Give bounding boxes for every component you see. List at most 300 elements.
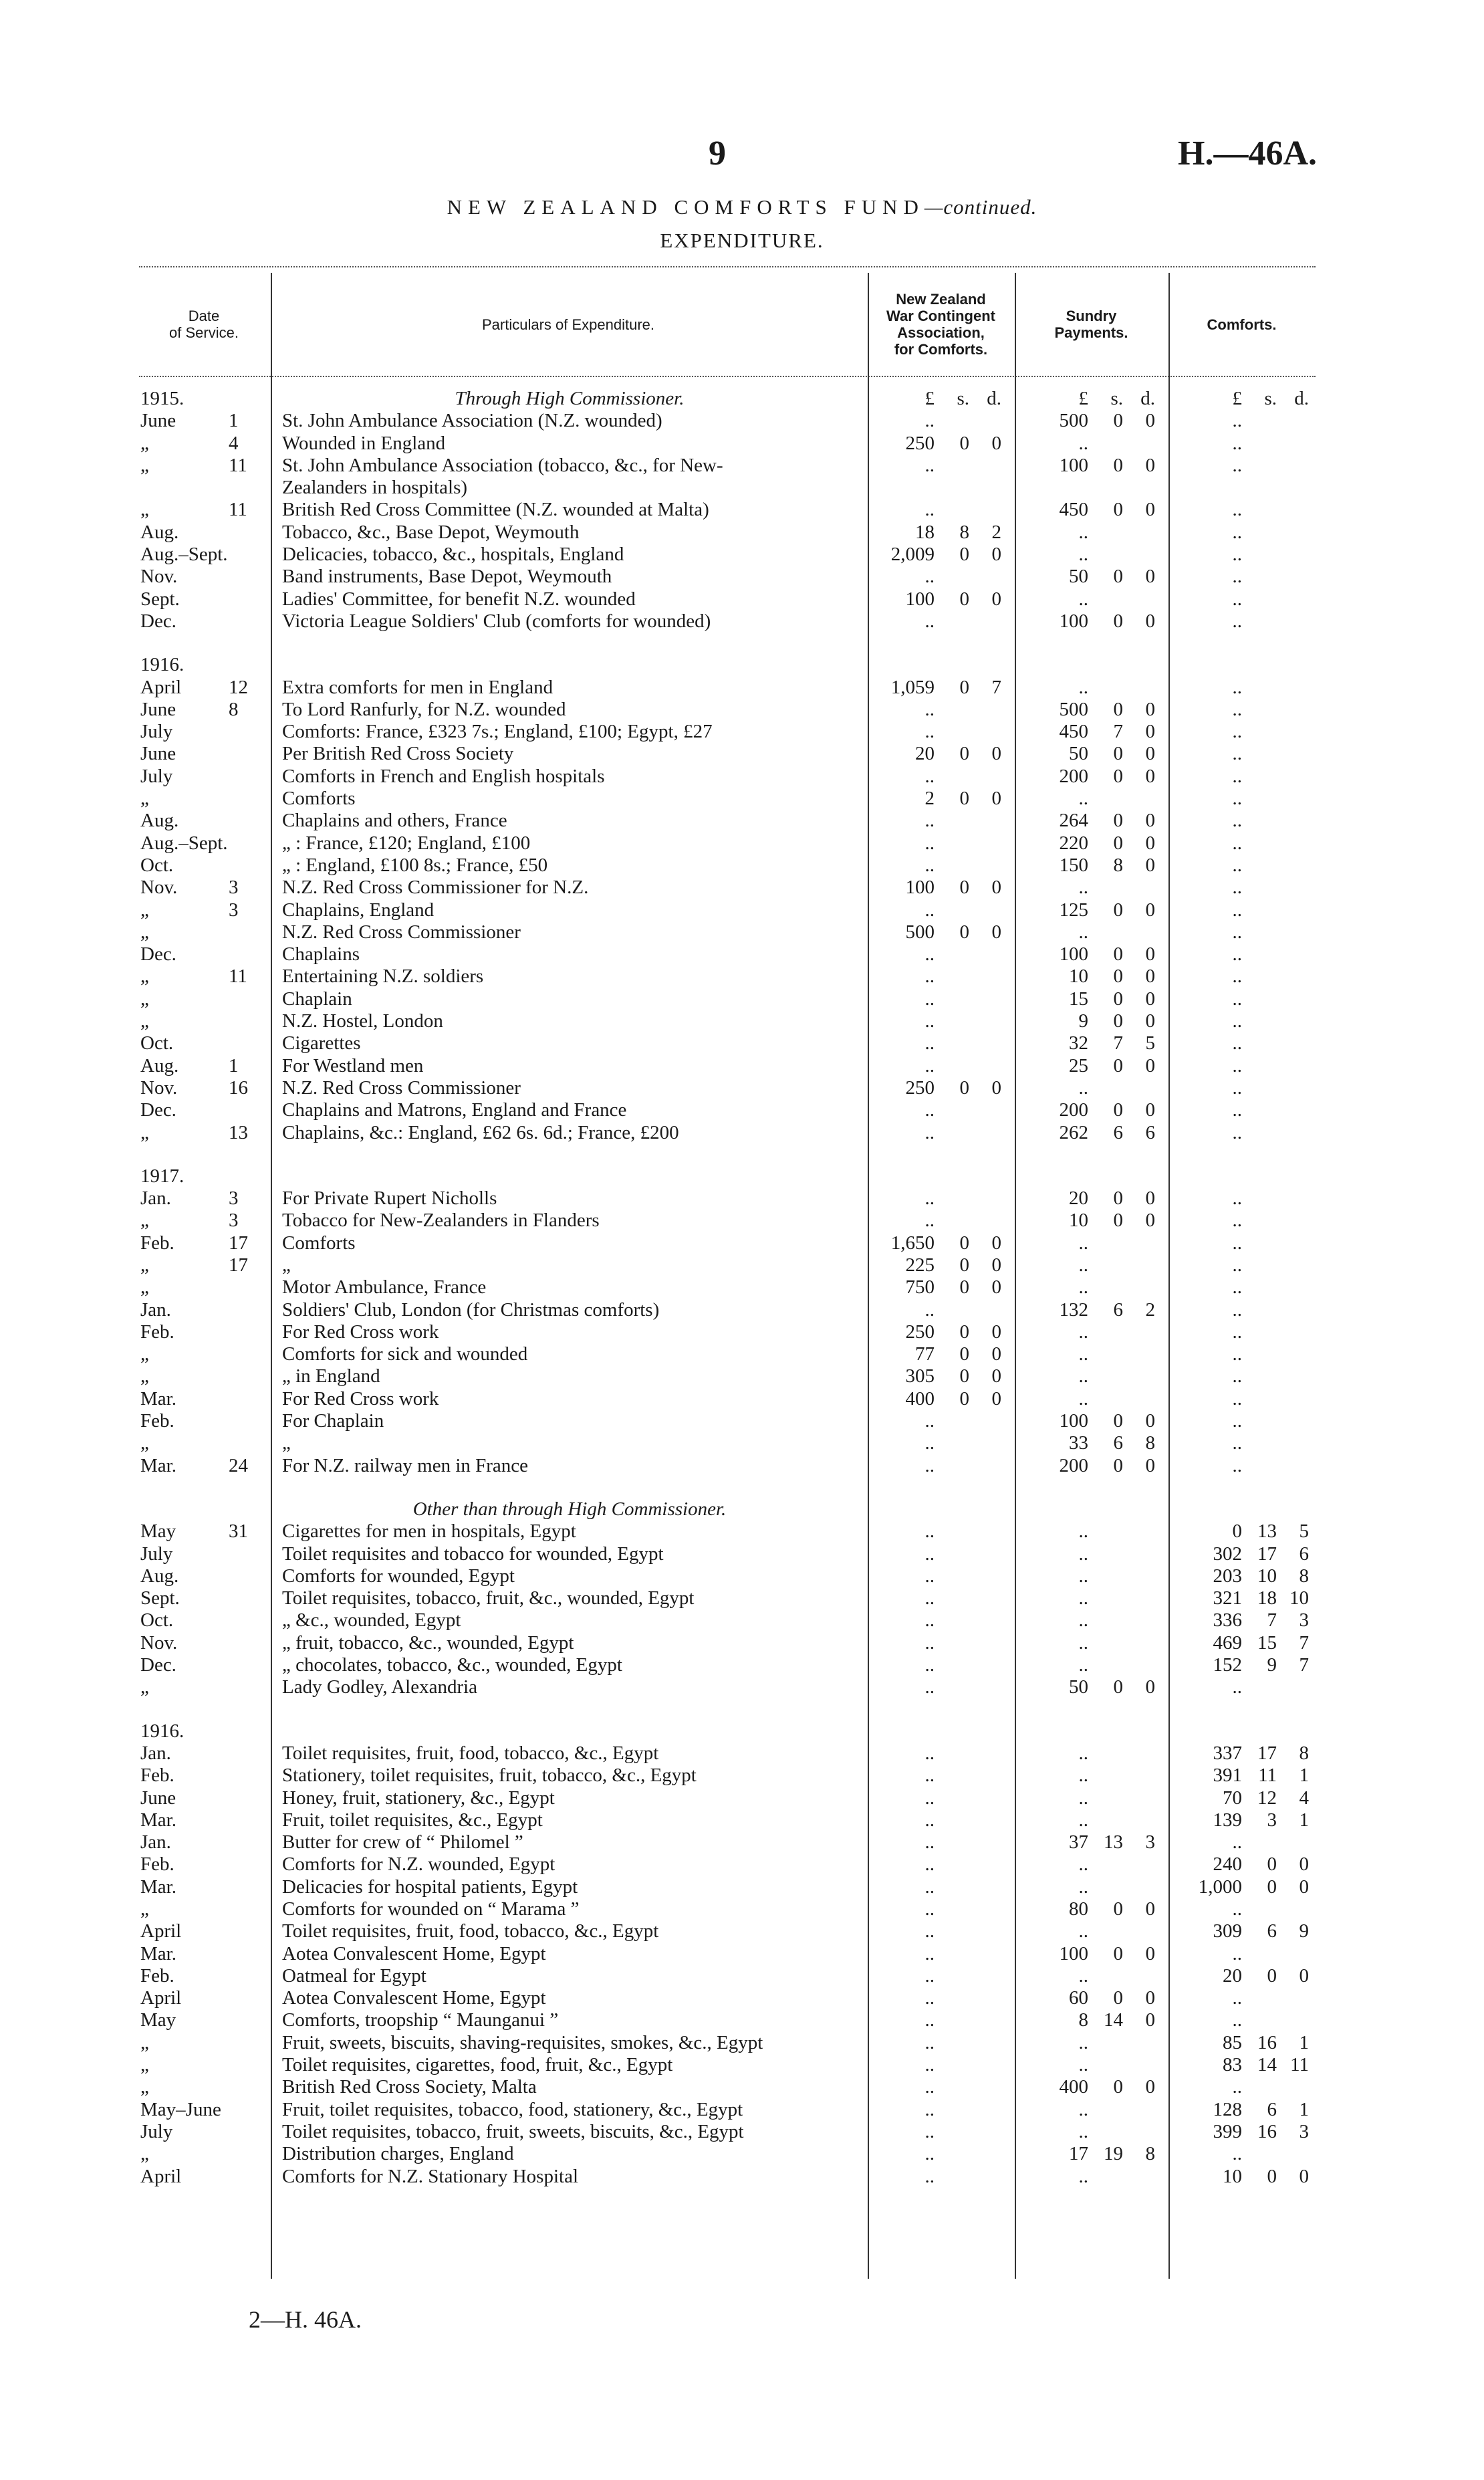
date-cell: Aug.–Sept. [140, 544, 228, 566]
pence-value: 0 [1145, 1010, 1155, 1032]
date-cell: „ [140, 899, 149, 921]
pence-value [1277, 1898, 1309, 1920]
pounds-value: .. [1078, 1765, 1088, 1787]
pence-value [969, 1055, 1001, 1077]
shillings-value: 8 [1113, 854, 1123, 876]
date-cell: April [140, 1987, 182, 2009]
comforts-amount [1177, 1676, 1314, 1698]
pounds-value: 100 [905, 588, 935, 610]
table-row [0, 1987, 1484, 2009]
shillings-value [1242, 743, 1277, 765]
pounds-value: 17 [1069, 2143, 1088, 2165]
date-cell: June [140, 743, 176, 765]
nz-association-amount [869, 522, 1009, 544]
table-row [0, 1676, 1484, 1698]
pence-value [1277, 899, 1309, 921]
shillings-value [935, 1609, 969, 1631]
particulars-cell: Comforts for wounded, Egypt [282, 1565, 515, 1587]
particulars-cell: Motor Ambulance, France [282, 1276, 487, 1299]
shillings-value [1088, 788, 1123, 810]
pounds-value: £ [1232, 388, 1242, 409]
pounds-value: 200 [1059, 1099, 1088, 1121]
pounds-value: 250 [905, 1077, 935, 1099]
date-cell: April [140, 2165, 182, 2187]
pence-value [1277, 877, 1309, 899]
pounds-value: .. [924, 2031, 935, 2053]
pence-value [969, 410, 1001, 432]
nz-association-amount [869, 1676, 1009, 1698]
pence-value: 3 [1299, 1609, 1309, 1631]
table-row [0, 544, 1484, 566]
nz-association-amount [869, 1831, 1009, 1853]
pence-value: 6 [1299, 1543, 1309, 1565]
shillings-value [1242, 1987, 1277, 2009]
pounds-value: .. [924, 698, 935, 720]
pounds-value: .. [1232, 2009, 1242, 2031]
pence-value [969, 1876, 1001, 1898]
pence-value: 2 [1145, 1299, 1155, 1321]
pounds-value: 336 [1213, 1609, 1242, 1631]
table-row [0, 433, 1484, 455]
pounds-value: 0 [1232, 1520, 1242, 1543]
pounds-value: .. [1232, 810, 1242, 832]
pence-value [969, 2009, 1001, 2031]
nz-association-amount [869, 1055, 1009, 1077]
pounds-value: .. [924, 499, 935, 521]
pence-value [1123, 1632, 1155, 1654]
sundry-payment-amount [1023, 1543, 1156, 1565]
nz-association-amount [869, 766, 1009, 788]
shillings-value [1242, 832, 1277, 855]
shillings-value [1242, 788, 1277, 810]
pence-value [1277, 1122, 1309, 1144]
pounds-value: .. [1078, 1543, 1088, 1565]
shillings-value [1088, 1543, 1123, 1565]
shillings-value [1088, 588, 1123, 610]
pounds-value: .. [1078, 1631, 1088, 1654]
pence-value [969, 1455, 1001, 1477]
comforts-amount [1177, 455, 1314, 477]
shillings-value [1242, 2076, 1277, 2098]
table-row [0, 1010, 1484, 1032]
pounds-value: .. [1232, 544, 1242, 566]
pounds-value: .. [1078, 1809, 1088, 1831]
pence-value [1277, 1077, 1309, 1099]
comforts-amount [1177, 1742, 1314, 1765]
pounds-value: 469 [1213, 1631, 1242, 1654]
pence-value [1123, 1787, 1155, 1809]
table-row [0, 1077, 1484, 1099]
nz-association-amount [869, 544, 1009, 566]
sundry-payment-amount [1023, 810, 1156, 832]
shillings-value [1088, 2032, 1123, 2054]
pence-value [969, 1742, 1001, 1765]
table-row [0, 2076, 1484, 2098]
pounds-value: 70 [1223, 1787, 1242, 1809]
comforts-amount [1177, 1299, 1314, 1321]
pence-value [969, 1920, 1001, 1942]
shillings-value: 0 [1113, 832, 1123, 854]
shillings-value: 0 [1113, 1454, 1123, 1476]
table-row [0, 455, 1484, 477]
nz-association-amount [869, 1099, 1009, 1121]
nz-association-amount [869, 1365, 1009, 1387]
pounds-value: 32 [1069, 1032, 1088, 1054]
pence-value [1277, 610, 1309, 633]
nz-association-amount [869, 1587, 1009, 1609]
date-cell: „ [140, 2076, 149, 2098]
pence-value [969, 943, 1001, 966]
table-row [0, 1632, 1484, 1654]
pence-value: 1 [1299, 2031, 1309, 2053]
pence-value [1277, 1055, 1309, 1077]
sundry-payment-amount [1023, 1587, 1156, 1609]
comforts-amount [1177, 1831, 1314, 1853]
pence-value: 0 [991, 544, 1001, 566]
pence-value: 0 [1145, 743, 1155, 765]
particulars-cell: N.Z. Red Cross Commissioner for N.Z. [282, 877, 589, 899]
date-cell: June [140, 1787, 176, 1809]
nz-association-amount [869, 1455, 1009, 1477]
nz-association-amount [869, 388, 1009, 410]
comforts-amount [1177, 855, 1314, 877]
comforts-amount [1177, 966, 1314, 988]
pence-value: d. [1140, 388, 1155, 409]
shillings-value [1242, 433, 1277, 455]
pence-value [1277, 943, 1309, 966]
pounds-value: .. [924, 2165, 935, 2187]
particulars-cell: Lady Godley, Alexandria [282, 1676, 478, 1698]
pence-value: 3 [1145, 1831, 1155, 1853]
particulars-cell: Comforts for N.Z. wounded, Egypt [282, 1853, 555, 1876]
particulars-cell: Fruit, toilet requisites, &c., Egypt [282, 1809, 543, 1831]
pounds-value: .. [1078, 1742, 1088, 1764]
comforts-amount [1177, 1321, 1314, 1343]
table-row [0, 2009, 1484, 2031]
pounds-value: .. [1078, 676, 1088, 698]
sundry-payment-amount [1023, 1276, 1156, 1299]
comforts-amount [1177, 1632, 1314, 1654]
nz-association-amount [869, 1876, 1009, 1898]
date-cell: „ [140, 2031, 149, 2053]
pounds-value: 200 [1059, 1454, 1088, 1476]
shillings-value [1088, 1742, 1123, 1765]
particulars-cell: Fruit, toilet requisites, tobacco, food, stationery, &c., Egypt [282, 2098, 743, 2120]
nz-association-amount [869, 1343, 1009, 1365]
pence-value: 0 [1299, 1964, 1309, 1987]
particulars-cell: Aotea Convalescent Home, Egypt [282, 1987, 546, 2009]
shillings-value [1088, 1077, 1123, 1099]
table-row [0, 877, 1484, 899]
shillings-value [935, 455, 969, 477]
pounds-value: .. [1078, 1787, 1088, 1809]
nz-association-amount [869, 610, 1009, 633]
table-row [0, 1410, 1484, 1432]
shillings-value [935, 1210, 969, 1232]
date-cell: „ [140, 966, 149, 988]
pounds-value: 1,059 [890, 676, 935, 698]
nz-association-amount [869, 2166, 1009, 2188]
pounds-value: .. [1232, 1676, 1242, 1698]
shillings-value: 0 [959, 676, 969, 698]
pence-value [969, 1010, 1001, 1032]
comforts-amount [1177, 1410, 1314, 1432]
particulars-cell: Entertaining N.Z. soldiers [282, 966, 484, 988]
pounds-value: 150 [1059, 854, 1088, 876]
shillings-value [935, 1920, 969, 1942]
sundry-payment-amount [1023, 433, 1156, 455]
pounds-value: 15 [1069, 988, 1088, 1010]
shillings-value [935, 1676, 969, 1698]
table-row [0, 1276, 1484, 1299]
particulars-cell: „ : France, £120; England, £100 [282, 832, 531, 854]
pounds-value: .. [1232, 1942, 1242, 1964]
table-row [0, 1520, 1484, 1543]
date-cell: „ [140, 2054, 149, 2076]
date-cell: 1915. [140, 388, 184, 409]
shillings-value [1242, 588, 1277, 610]
sundry-payment-amount [1023, 1299, 1156, 1321]
shillings-value [1088, 1276, 1123, 1299]
pounds-value: .. [1078, 1343, 1088, 1365]
sundry-payment-amount [1023, 966, 1156, 988]
pence-value: 0 [1145, 2076, 1155, 2098]
pence-value [1277, 1831, 1309, 1853]
header-particulars: Particulars of Expenditure. [481, 316, 655, 333]
day-cell: 12 [229, 676, 248, 698]
nz-association-amount [869, 1987, 1009, 2009]
table-row [0, 1787, 1484, 1809]
sundry-payment-amount [1023, 921, 1156, 943]
date-cell: Mar. [140, 1387, 176, 1410]
day-cell: 16 [229, 1077, 248, 1099]
pence-value [1277, 1276, 1309, 1299]
shillings-value: 10 [1257, 1565, 1277, 1587]
shillings-value [1088, 2166, 1123, 2188]
pence-value [1277, 566, 1309, 588]
particulars-cell: Aotea Convalescent Home, Egypt [282, 1942, 546, 1964]
comforts-amount [1177, 988, 1314, 1010]
pence-value: 0 [1145, 566, 1155, 588]
shillings-value: 0 [1113, 1676, 1123, 1698]
pounds-value: .. [1078, 1520, 1088, 1543]
shillings-value [935, 499, 969, 521]
date-cell: „ [140, 788, 149, 810]
shillings-value [1242, 721, 1277, 743]
sundry-payment-amount [1023, 1343, 1156, 1365]
date-cell: Feb. [140, 1853, 174, 1876]
sundry-payment-amount [1023, 766, 1156, 788]
pounds-value: 321 [1213, 1587, 1242, 1609]
shillings-value [1242, 1432, 1277, 1454]
pounds-value: 83 [1223, 2054, 1242, 2076]
shillings-value [935, 1765, 969, 1787]
pounds-value: .. [924, 566, 935, 588]
pence-value [969, 1543, 1001, 1565]
pence-value: 0 [1299, 2165, 1309, 2187]
pounds-value: .. [924, 810, 935, 832]
comforts-amount [1177, 1965, 1314, 1987]
pence-value: 0 [1145, 832, 1155, 854]
particulars-cell: For N.Z. railway men in France [282, 1454, 529, 1476]
nz-association-amount [869, 1188, 1009, 1210]
shillings-value [1242, 410, 1277, 432]
pence-value: 0 [1145, 1210, 1155, 1232]
pounds-value: .. [924, 1565, 935, 1587]
pounds-value: 337 [1213, 1742, 1242, 1764]
day-cell: 3 [229, 877, 239, 899]
sundry-payment-amount [1023, 2032, 1156, 2054]
comforts-amount [1177, 921, 1314, 943]
date-cell: Mar. [140, 1809, 176, 1831]
particulars-cell: „ [282, 1254, 291, 1276]
pence-value: 0 [1145, 410, 1155, 432]
nz-association-amount [869, 1543, 1009, 1565]
pounds-value: .. [1232, 454, 1242, 476]
shillings-value [1088, 2099, 1123, 2121]
sundry-payment-amount [1023, 1254, 1156, 1276]
pence-value [969, 855, 1001, 877]
table-row [0, 388, 1484, 410]
sundry-payment-amount [1023, 677, 1156, 699]
comforts-amount [1177, 1055, 1314, 1077]
header-comforts: Comforts. [1207, 316, 1277, 333]
spacer-row [0, 1699, 1484, 1720]
shillings-value [1242, 1254, 1277, 1276]
pence-value: 0 [1145, 765, 1155, 787]
shillings-value [935, 1943, 969, 1965]
comforts-amount [1177, 1343, 1314, 1365]
nz-association-amount [869, 1321, 1009, 1343]
day-cell: 11 [229, 499, 247, 521]
date-cell: Nov. [140, 566, 178, 588]
pence-value [1277, 788, 1309, 810]
pounds-value: .. [1232, 765, 1242, 787]
nz-association-amount [869, 1232, 1009, 1254]
shillings-value [935, 1299, 969, 1321]
table-row [0, 1654, 1484, 1676]
pounds-value: .. [924, 1520, 935, 1543]
shillings-value [1242, 544, 1277, 566]
table-row [0, 2121, 1484, 2143]
pounds-value: .. [924, 1742, 935, 1764]
pounds-value: .. [924, 1010, 935, 1032]
table-row [0, 522, 1484, 544]
pounds-value: .. [924, 1787, 935, 1809]
nz-association-amount [869, 1276, 1009, 1299]
shillings-value [1242, 1276, 1277, 1299]
day-cell: 17 [229, 1232, 248, 1254]
comforts-amount [1177, 877, 1314, 899]
comforts-amount [1177, 1565, 1314, 1587]
shillings-value: 0 [1113, 966, 1123, 988]
pence-value [1123, 1920, 1155, 1942]
date-cell: Mar. [140, 1454, 176, 1476]
pounds-value: .. [924, 1676, 935, 1698]
table-row [0, 721, 1484, 743]
shillings-value: 0 [959, 1387, 969, 1410]
particulars-cell: British Red Cross Society, Malta [282, 2076, 537, 2098]
shillings-value [1088, 677, 1123, 699]
particulars-cell: Toilet requisites, tobacco, fruit, sweets, biscuits, &c., Egypt [282, 2120, 744, 2142]
shillings-value [1242, 921, 1277, 943]
particulars-cell: Band instruments, Base Depot, Weymouth [282, 566, 612, 588]
pence-value: 0 [1145, 988, 1155, 1010]
pounds-value: .. [1078, 1587, 1088, 1609]
particulars-cell: N.Z. Hostel, London [282, 1010, 443, 1032]
pence-value [1277, 1032, 1309, 1054]
pence-value: 0 [1145, 943, 1155, 966]
pence-value [1123, 1365, 1155, 1387]
particulars-cell: Cigarettes [282, 1032, 361, 1054]
pence-value [969, 1299, 1001, 1321]
shillings-value: 0 [959, 1321, 969, 1343]
pounds-value: 250 [905, 1321, 935, 1343]
pounds-value: 200 [1059, 765, 1088, 787]
pounds-value: .. [924, 943, 935, 966]
pounds-value: 100 [1059, 454, 1088, 476]
pounds-value: .. [1232, 966, 1242, 988]
particulars-cell: For Red Cross work [282, 1387, 439, 1410]
sundry-payment-amount [1023, 1010, 1156, 1032]
pence-value: 0 [1145, 1054, 1155, 1077]
table-row [0, 1165, 1484, 1188]
pence-value [969, 1210, 1001, 1232]
pence-value [969, 1965, 1001, 1987]
shillings-value [935, 1987, 969, 2009]
date-cell: Mar. [140, 1942, 176, 1964]
pence-value [1123, 1388, 1155, 1410]
comforts-amount [1177, 1099, 1314, 1121]
pounds-value: .. [1078, 1654, 1088, 1676]
pounds-value: .. [1232, 588, 1242, 610]
pounds-value: 125 [1059, 899, 1088, 921]
shillings-value: 0 [1113, 899, 1123, 921]
pounds-value: 100 [1059, 943, 1088, 966]
pounds-value: .. [924, 1831, 935, 1853]
nz-association-amount [869, 410, 1009, 432]
pence-value: 0 [991, 1387, 1001, 1410]
date-cell: June [140, 698, 176, 720]
pence-value: 7 [1299, 1654, 1309, 1676]
table-row [0, 1188, 1484, 1210]
pounds-value: .. [1232, 1121, 1242, 1143]
sundry-payment-amount [1023, 1987, 1156, 2009]
page-title [0, 195, 1484, 219]
shillings-value [1242, 766, 1277, 788]
nz-association-amount [869, 699, 1009, 721]
shillings-value: 7 [1113, 721, 1123, 743]
shillings-value: 0 [1113, 1010, 1123, 1032]
particulars-cell: Toilet requisites, cigarettes, food, fruit, &c., Egypt [282, 2054, 673, 2076]
date-cell: Aug.–Sept. [140, 832, 228, 854]
pence-value [1123, 1321, 1155, 1343]
comforts-amount [1177, 832, 1314, 855]
nz-association-amount [869, 1032, 1009, 1054]
date-cell: Sept. [140, 1587, 180, 1609]
table-row [0, 788, 1484, 810]
pounds-value: .. [1078, 544, 1088, 566]
pounds-value: 250 [905, 432, 935, 454]
comforts-amount [1177, 2121, 1314, 2143]
pounds-value: 1,000 [1198, 1876, 1242, 1898]
pounds-value: 128 [1213, 2098, 1242, 2120]
table-row [0, 1432, 1484, 1454]
pence-value [969, 1654, 1001, 1676]
particulars-cell: For Red Cross work [282, 1321, 439, 1343]
shillings-value [935, 1632, 969, 1654]
particulars-cell: Comforts for wounded on “ Marama ” [282, 1898, 580, 1920]
